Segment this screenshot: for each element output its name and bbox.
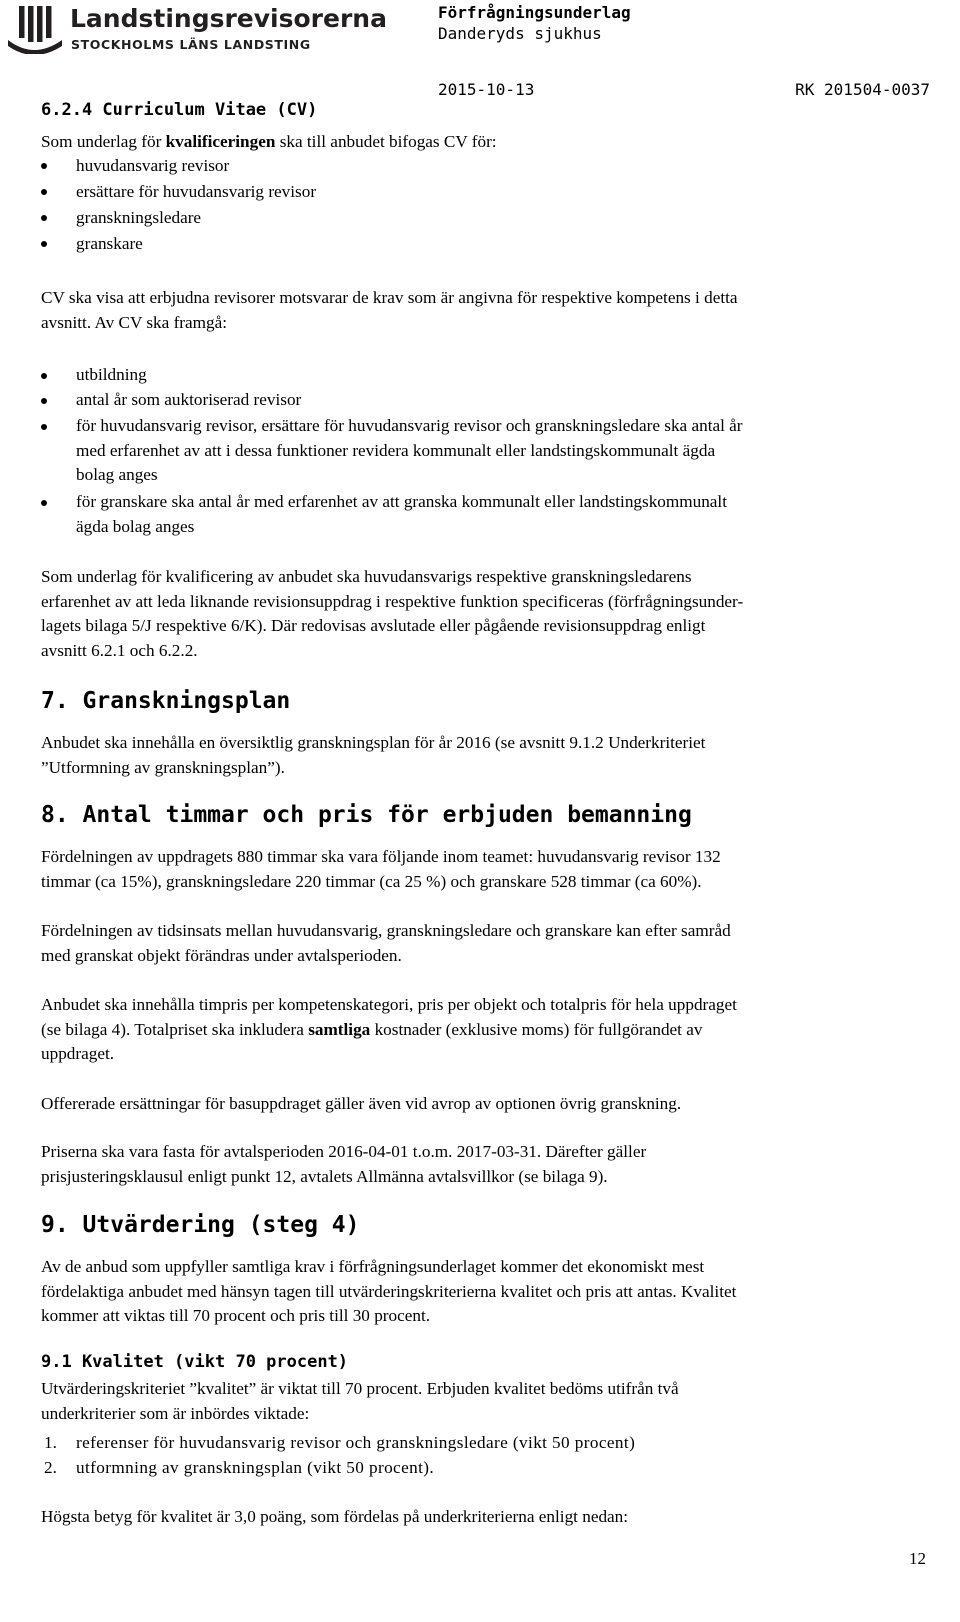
bullet-icon — [41, 398, 47, 404]
bullet-icon — [41, 500, 47, 506]
document-date: 2015-10-13 — [438, 80, 535, 99]
text-line: erfarenhet av att leda liknande revisionsuppdrag i respektive funktion specificeras (förfrågningsunder- — [41, 591, 744, 611]
text-line: med erfarenhet av att i dessa funktioner revidera kommunalt eller landstingskommunalt ägda — [76, 440, 716, 460]
s8-paragraph-4 — [41, 1092, 921, 1117]
list-item: utformning av granskningsplan (vikt 50 procent). — [76, 1458, 435, 1477]
text-line: Som underlag för kvalificering av anbudet ska huvudansvarigs respektive granskningsledarens — [41, 567, 692, 586]
page-number: 12 — [909, 1549, 926, 1568]
text-line: ägda bolag anges — [76, 516, 195, 536]
s624-intro-text-end: ska till anbudet bifogas CV för: — [275, 132, 497, 151]
text-line: Fördelningen av uppdragets 880 timmar ska vara följande inom teamet: huvudansvarig revisor 132 — [41, 847, 721, 866]
s91-paragraph — [41, 1377, 921, 1426]
bullet-icon — [41, 373, 47, 379]
section-9-heading: 9. Utvärdering (steg 4) — [41, 1212, 360, 1238]
cv-item — [76, 414, 926, 488]
text-line: Högsta betyg för kvalitet är 3,0 poäng, som fördelas på underkriterierna enligt nedan: — [41, 1507, 629, 1526]
role-item: granskningsledare — [76, 208, 202, 227]
document-reference: RK 201504-0037 — [795, 80, 930, 99]
text-line: prisjusteringsklausul enligt punkt 12, avtalets Allmänna avtalsvillkor (se bilaga 9). — [41, 1166, 608, 1186]
s8-paragraph-1 — [41, 845, 921, 894]
text-line: för granskare ska antal år med erfarenhet av att granska kommunalt eller landstingskommunalt — [76, 492, 727, 511]
cv-item — [76, 363, 926, 388]
text-line: avsnitt. Av CV ska framgå: — [41, 312, 228, 332]
text-line: för huvudansvarig revisor, ersättare för huvudansvarig revisor och granskningsledare ska antal år — [76, 416, 743, 435]
text-line: bolag anges — [76, 465, 158, 484]
text-line: Offererade ersättningar för basuppdraget gäller även vid avrop av optionen övrig granskning. — [41, 1094, 682, 1113]
cv-item — [76, 388, 926, 413]
s624-paragraph-2 — [41, 286, 921, 335]
org-name: Landstingsrevisorerna — [70, 4, 387, 33]
text-line: utbildning — [76, 365, 147, 384]
landstingsrevisorerna-logo-icon — [6, 4, 64, 54]
text-line: Fördelningen av tidsinsats mellan huvudansvarig, granskningsledare och granskare kan efter samråd — [41, 921, 731, 940]
s8-paragraph-3 — [41, 993, 921, 1067]
role-item: ersättare för huvudansvarig revisor — [76, 182, 317, 201]
s91-last-paragraph — [41, 1505, 921, 1530]
list-item: referenser för huvudansvarig revisor och granskningsledare (vikt 50 procent) — [76, 1433, 636, 1452]
s624-intro — [41, 130, 921, 155]
s8-paragraph-2 — [41, 919, 921, 968]
text-line: Utvärderingskriteriet ”kvalitet” är viktat till 70 procent. Erbjuden kvalitet bedöms utifrån två — [41, 1379, 679, 1398]
text-line: Av de anbud som uppfyller samtliga krav i förfrågningsunderlaget kommer det ekonomiskt mest — [41, 1257, 705, 1276]
text-line: timmar (ca 15%), granskningsledare 220 timmar (ca 25 %) och granskare 528 timmar (ca 60%). — [41, 871, 702, 891]
text-line: antal år som auktoriserad revisor — [76, 390, 302, 409]
emphasis-samtliga: samtliga — [308, 1019, 371, 1039]
text-line: underkriterier som är inbördes viktade: — [41, 1403, 310, 1423]
s9-paragraph — [41, 1255, 921, 1329]
cv-item — [76, 490, 926, 539]
text-line: Anbudet ska innehålla en översiktlig granskningsplan för år 2016 (se avsnitt 9.1.2 Underkriteriet — [41, 733, 706, 752]
text-line: Priserna ska vara fasta för avtalsperioden 2016-04-01 t.o.m. 2017-03-31. Därefter gäller — [41, 1142, 647, 1161]
text-line: CV ska visa att erbjudna revisorer motsvarar de krav som är angivna för respektive kompetens i detta — [41, 288, 738, 307]
text-line: fördelaktiga anbudet med hänsyn tagen till utvärderingskriterierna kvalitet och pris att antas. Kvalitet — [41, 1281, 737, 1301]
s624-intro-bold: kvalificeringen — [165, 132, 276, 151]
document-type: Förfrågningsunderlag — [438, 3, 631, 22]
text-segment: (se bilaga 4). Totalpriset ska inkludera — [41, 1019, 309, 1039]
list-number: 1. — [44, 1433, 57, 1452]
section-9-1-heading: 9.1 Kvalitet (vikt 70 procent) — [41, 1352, 349, 1372]
bullet-icon — [41, 241, 47, 247]
s624-paragraph-3 — [41, 565, 921, 663]
org-subtitle: STOCKHOLMS LÄNS LANDSTING — [71, 37, 311, 52]
section-8-heading: 8. Antal timmar och pris för erbjuden bemanning — [41, 802, 692, 828]
text-line: avsnitt 6.2.1 och 6.2.2. — [41, 640, 198, 660]
role-item: huvudansvarig revisor — [76, 156, 230, 175]
s7-paragraph — [41, 731, 921, 780]
s8-paragraph-5 — [41, 1140, 921, 1189]
text-line: uppdraget. — [41, 1044, 115, 1063]
section-7-heading: 7. Granskningsplan — [41, 688, 291, 714]
bullet-icon — [41, 424, 47, 430]
text-line: kommer att viktas till 70 procent och pris till 30 procent. — [41, 1306, 431, 1325]
bullet-icon — [41, 189, 47, 195]
bullet-icon — [41, 163, 47, 169]
section-6-2-4-heading: 6.2.4 Curriculum Vitae (CV) — [41, 100, 318, 120]
text-segment: kostnader (exklusive moms) för fullgörandet av — [370, 1019, 703, 1039]
bullet-icon — [41, 215, 47, 221]
list-number: 2. — [44, 1458, 57, 1477]
document-organisation: Danderyds sjukhus — [438, 24, 602, 43]
s624-intro-text: Som underlag för — [41, 132, 166, 151]
text-line: lagets bilaga 5/J respektive 6/K). Där redovisas avslutade eller pågående revisionsuppdrag enligt — [41, 616, 706, 635]
role-item: granskare — [76, 234, 143, 253]
text-line: med granskat objekt förändras under avtalsperioden. — [41, 945, 402, 965]
text-line: ”Utformning av granskningsplan”). — [41, 757, 285, 777]
text-line: Anbudet ska innehålla timpris per kompetenskategori, pris per objekt och totalpris för hela uppdraget — [41, 995, 737, 1014]
